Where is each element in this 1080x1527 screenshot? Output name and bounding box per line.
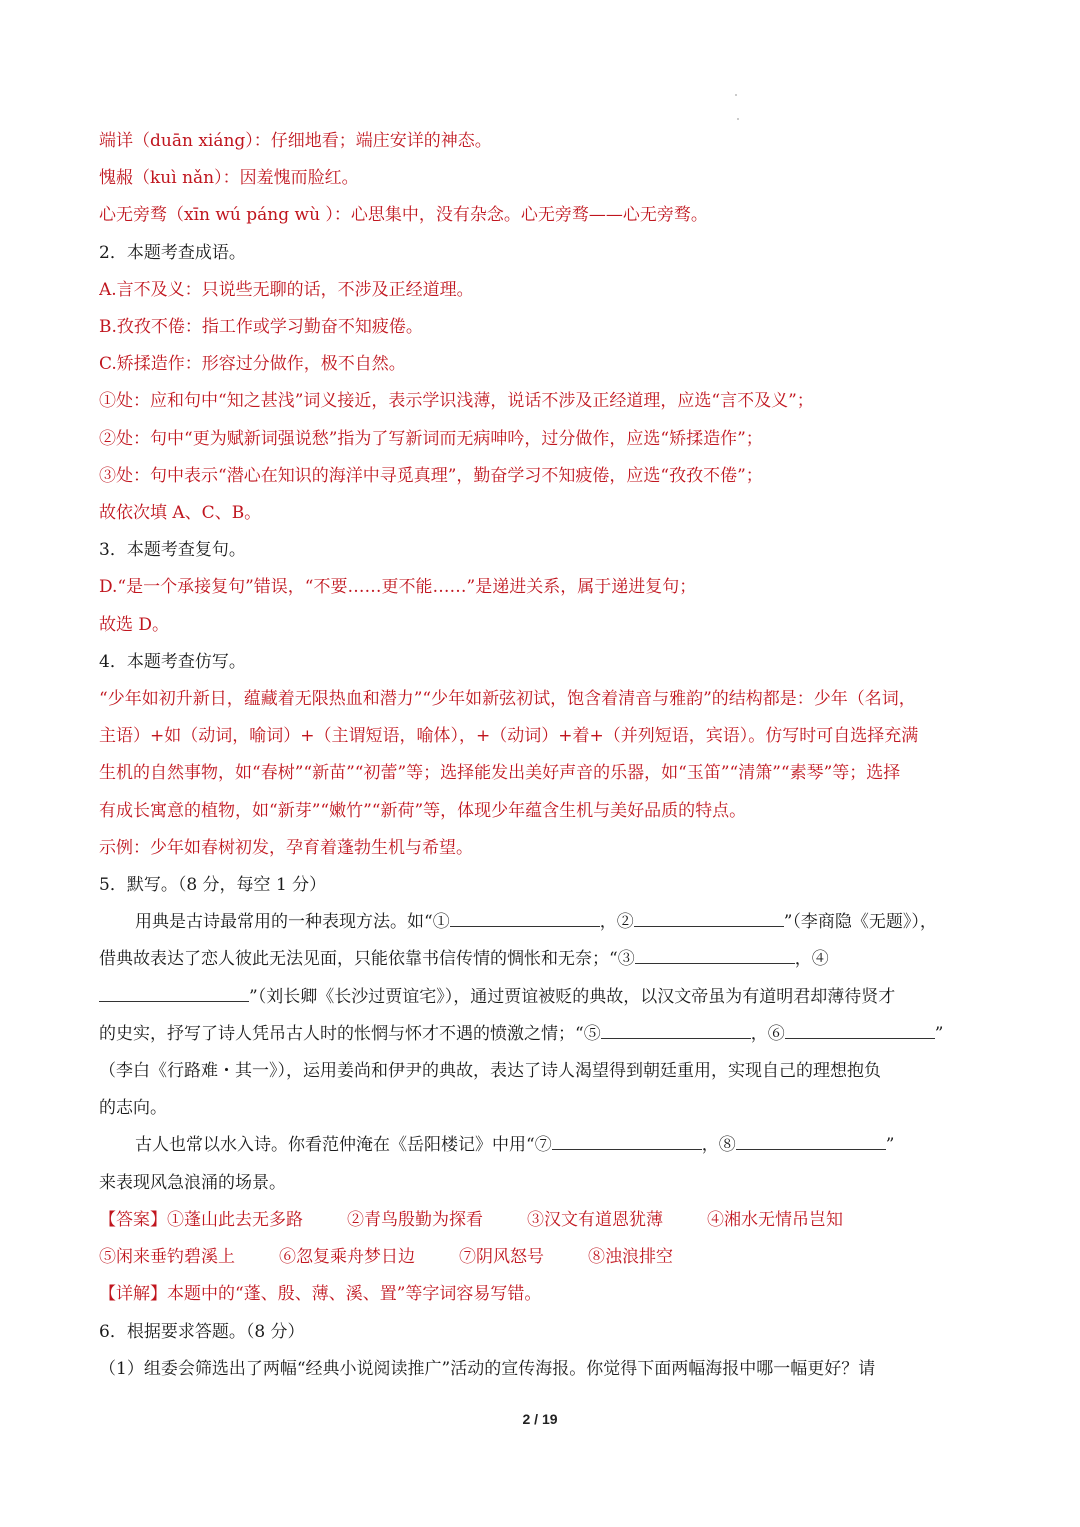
page-content: [99, 123, 989, 1388]
detail-line: [99, 1276, 989, 1313]
q2-option-c: C.矫揉造作：形容过分做作，极不自然。: [99, 354, 406, 375]
blank-8[interactable]: [736, 1131, 886, 1150]
detail-label: 【详解】: [99, 1284, 167, 1305]
q2-heading: 2．本题考查成语。: [99, 242, 246, 263]
answer-item: ①蓬山此去无多路: [167, 1209, 303, 1230]
q5-paragraph-line: 的志向。: [99, 1098, 167, 1119]
scan-speck: [737, 118, 739, 120]
blank-2[interactable]: [634, 908, 784, 927]
answer-item: ④湘水无情吊岂知: [707, 1209, 843, 1230]
blank-7[interactable]: [552, 1131, 702, 1150]
q5-paragraph-line: 来表现风急浪涌的场景。: [99, 1172, 286, 1193]
q4-analysis-4: 有成长寓意的植物，如“新芽”“嫩竹”“新荷”等，体现少年蕴含生机与美好品质的特点。: [99, 800, 747, 821]
q2-option-b: B.孜孜不倦：指工作或学习勤奋不知疲倦。: [99, 317, 423, 338]
q6-sub1: （1）组委会筛选出了两幅“经典小说阅读推广”活动的宣传海报。你觉得下面两幅海报中哪一幅更好？请: [99, 1358, 876, 1379]
q4-example: 示例：少年如春树初发，孕育着蓬勃生机与希望。: [99, 837, 473, 858]
q5-paragraph-line: 借典故表达了恋人彼此无法见面，只能依靠书信传情的惆怅和无奈；“③ ，④: [99, 941, 989, 978]
q5-paragraph-line: 的史实，抒写了诗人凭吊古人时的怅惘与怀才不遇的愤激之情；“⑤ ，⑥ ”: [99, 1016, 989, 1053]
q2-conclusion: 故依次填 A、C、B。: [99, 503, 262, 524]
q3-conclusion: 故选 D。: [99, 614, 170, 635]
q3-heading: 3．本题考查复句。: [99, 540, 246, 561]
blank-4[interactable]: [99, 983, 249, 1002]
q6-heading: 6．根据要求答题。（8 分）: [99, 1321, 305, 1342]
q4-analysis-1: “少年如初升新日，蕴藏着无限热血和潜力”“少年如新弦初试，饱含着清音与雅韵”的结构都是：少年（名词，: [99, 689, 916, 710]
vocab-kuinan: 愧赧（kuì nǎn）：因羞愧而脸红。: [99, 168, 359, 189]
answer-label: 【答案】: [99, 1209, 167, 1230]
vocab-duanxiang: 端详（duān xiáng）：仔细地看；端庄安详的神态。: [99, 131, 492, 151]
answer-item: ⑦阴风怒号: [459, 1247, 544, 1268]
vocab-xinwupangwu: 心无旁骛（xīn wú páng wù ）：心思集中，没有杂念。心无旁骛——心无旁骛。: [99, 205, 708, 226]
blank-1[interactable]: [450, 908, 600, 927]
blank-3[interactable]: [635, 945, 795, 964]
blank-6[interactable]: [785, 1020, 935, 1039]
detail-text: 本题中的“蓬、殷、薄、溪、置”等字词容易写错。: [167, 1284, 542, 1305]
answer-line: [99, 1239, 989, 1276]
q2-option-a: A.言不及义：只说些无聊的话，不涉及正经道理。: [99, 279, 474, 300]
answer-item: ⑤闲来垂钓碧溪上: [99, 1247, 235, 1268]
q5-paragraph-line: （李白《行路难・其一》），运用姜尚和伊尹的典故，表达了诗人渴望得到朝廷重用，实现自己的理想抱负: [99, 1061, 881, 1082]
q4-heading: 4．本题考查仿写。: [99, 651, 246, 672]
answer-item: ⑧浊浪排空: [588, 1247, 673, 1268]
q3-explanation: D.“是一个承接复句”错误，“不要……更不能……”是递进关系，属于递进复句；: [99, 577, 697, 598]
q5-heading: 5．默写。（8 分，每空 1 分）: [99, 875, 327, 896]
q4-analysis-2: 主语）+如（动词，喻词）+（主谓短语，喻体），+（动词）+着+（并列短语，宾语）。仿写时可自选择充满: [99, 726, 919, 747]
answer-item: ③汉文有道恩犹薄: [527, 1209, 663, 1230]
q4-analysis-3: 生机的自然事物，如“春树”“新苗”“初蕾”等；选择能发出美好声音的乐器，如“玉笛”“清箫”“素琴”等；选择: [99, 763, 901, 784]
page-number: 2 / 19: [522, 1411, 558, 1427]
q2-blank-2: ②处：句中“更为赋新词强说愁”指为了写新词而无病呻吟，过分做作，应选“矫揉造作”；: [99, 428, 763, 449]
blank-5[interactable]: [601, 1020, 751, 1039]
answer-line: [99, 1202, 989, 1239]
q5-paragraph-line: 用典是古诗最常用的一种表现方法。如“① ，② ”（李商隐《无题》），: [99, 904, 989, 941]
q2-blank-1: ①处：应和句中“知之甚浅”词义接近，表示学识浅薄，说话不涉及正经道理，应选“言不及义”；: [99, 391, 814, 412]
answer-item: ②青鸟殷勤为探看: [347, 1209, 483, 1230]
scan-speck: [735, 94, 737, 96]
q2-blank-3: ③处：句中表示“潜心在知识的海洋中寻觅真理”，勤奋学习不知疲倦，应选“孜孜不倦”；: [99, 465, 763, 486]
q5-paragraph-line: ”（刘长卿《长沙过贾谊宅》），通过贾谊被贬的典故，以汉文帝虽为有道明君却薄待贤才: [99, 979, 989, 1016]
answer-item: ⑥忽复乘舟梦日边: [279, 1247, 415, 1268]
q5-paragraph-line: 古人也常以水入诗。你看范仲淹在《岳阳楼记》中用“⑦ ，⑧ ”: [99, 1127, 989, 1164]
